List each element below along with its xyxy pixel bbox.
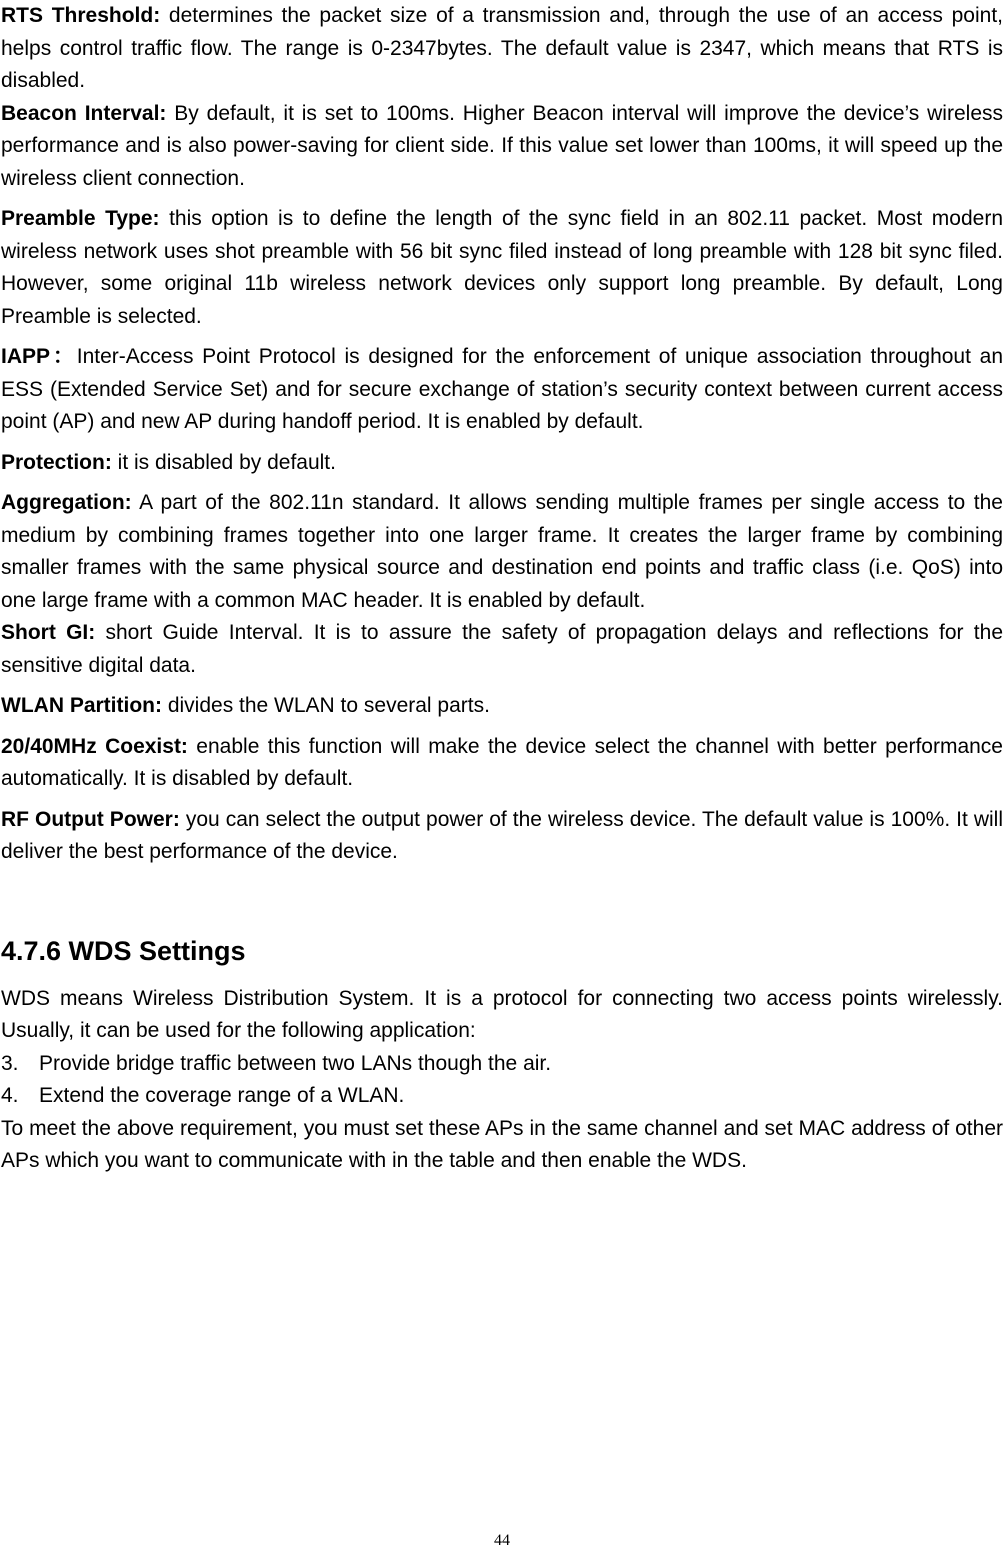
term-label: WLAN Partition: bbox=[1, 694, 162, 717]
list-item bbox=[1, 1048, 1003, 1081]
term-label: RTS Threshold: bbox=[1, 4, 161, 27]
list-item-number: 4. bbox=[1, 1084, 19, 1107]
list-item-text: Provide bridge traffic between two LANs though the air. bbox=[39, 1051, 552, 1075]
definition-short-gi bbox=[1, 617, 1003, 682]
definition-rts-threshold bbox=[1, 0, 1003, 98]
term-label: Aggregation: bbox=[1, 491, 132, 514]
definition-wlan-partition bbox=[1, 690, 1003, 723]
term-label: Preamble Type: bbox=[1, 207, 160, 230]
application-list bbox=[1, 1048, 1003, 1113]
definition-text: this option is to define the length of the sync field in an 802.11 packet. Most modern wireless network uses shot preamble with 56 bit sync filed instead of long preamble with 128 bit sync filed. However, some original 11b wireless network devices only support long preamble. By default, Long Preamble is selected. bbox=[1, 207, 1004, 328]
term-label: 20/40MHz Coexist: bbox=[1, 734, 188, 758]
page-number: 44 bbox=[494, 1532, 510, 1549]
definition-preamble-type bbox=[1, 203, 1003, 333]
definition-text: short Guide Interval. It is to assure the safety of propagation delays and reflections for the sensitive digital data. bbox=[1, 621, 1003, 677]
definition-text: divides the WLAN to several parts. bbox=[161, 694, 490, 717]
term-label: Short GI: bbox=[1, 621, 96, 644]
section-intro: WDS means Wireless Distribution System. It is a protocol for connecting two access points wirelessly. Usually, it can be used for the following application: bbox=[1, 986, 1003, 1042]
definition-rf-output-power bbox=[1, 804, 1003, 869]
definition-aggregation bbox=[1, 487, 1003, 617]
definition-text: Inter-Access Point Protocol is designed for the enforcement of unique association throughout an ESS (Extended Service Set) and for secure exchange of station’s security context between current access point (AP) and new AP during handoff period. It is enabled by default. bbox=[1, 345, 1003, 433]
term-label: IAPP： bbox=[1, 345, 77, 368]
term-label: RF Output Power: bbox=[1, 807, 180, 831]
definition-text: By default, it is set to 100ms. Higher Beacon interval will improve the device’s wireless performance and is also power-saving for client side. If this value set lower than 100ms, it will speed up the wireless client connection. bbox=[1, 101, 1003, 190]
definition-coexist bbox=[1, 731, 1003, 796]
definition-text: you can select the output power of the wireless device. The default value is 100%. It will deliver the best performance of the device. bbox=[1, 807, 1003, 863]
section-heading: 4.7.6 WDS Settings bbox=[1, 935, 246, 966]
definition-protection bbox=[1, 447, 1003, 480]
section-outro: To meet the above requirement, you must set these APs in the same channel and set MAC address of other APs which you want to communicate with in the table and then enable the WDS. bbox=[1, 1116, 1003, 1172]
definition-iapp bbox=[1, 341, 1003, 439]
list-item bbox=[1, 1080, 1003, 1113]
definition-text: A part of the 802.11n standard. It allows sending multiple frames per single access to the medium by combining frames together into one larger frame. It creates the larger frame by combining smaller frames with the same physical source and destination end points and traffic class (i.e. QoS) into one large frame with a common MAC header. It is enabled by default. bbox=[1, 491, 1003, 612]
definition-text: determines the packet size of a transmission and, through the use of an access point, helps control traffic flow. The range is 0-2347bytes. The default value is 2347, which means that RTS is disabled. bbox=[1, 4, 1003, 92]
definition-beacon-interval bbox=[1, 98, 1003, 196]
list-item-text: Extend the coverage range of a WLAN. bbox=[39, 1084, 405, 1107]
term-label: Beacon Interval: bbox=[1, 101, 167, 125]
definition-text: enable this function will make the device select the channel with better performance automatically. It is disabled by default. bbox=[1, 734, 1003, 790]
definition-text: it is disabled by default. bbox=[111, 450, 336, 474]
list-item-number: 3. bbox=[1, 1051, 19, 1075]
term-label: Protection: bbox=[1, 450, 112, 474]
